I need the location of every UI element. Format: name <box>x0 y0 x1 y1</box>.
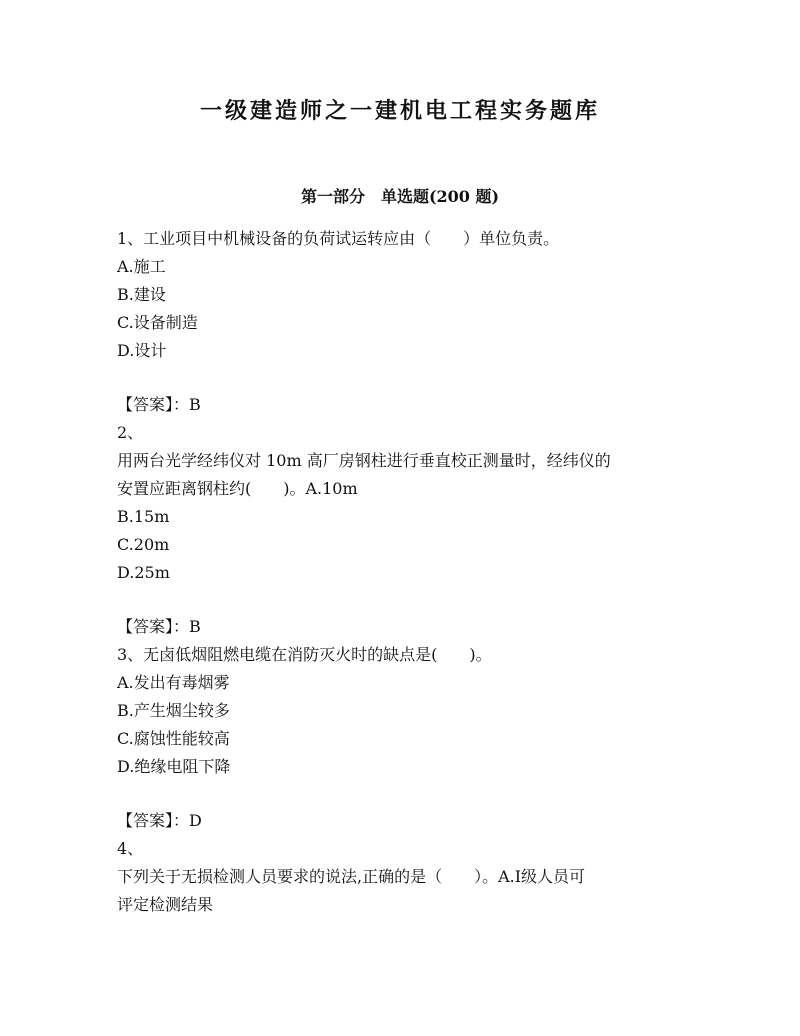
question-stem: 用两台光学经纬仪对 10m 高厂房钢柱进行垂直校正测量时，经纬仪的 <box>117 451 611 470</box>
section-heading: 第一部分 单选题(200 题) <box>300 187 500 206</box>
answer-text: 【答案】：D <box>117 811 202 830</box>
option-b: B.建设 <box>117 285 166 304</box>
question-stem: 安置应距离钢柱约( )。A.10m <box>117 479 358 498</box>
option-b: B.15m <box>117 507 170 526</box>
question-1 <box>117 225 697 419</box>
question-stem: 评定检测结果 <box>117 895 214 914</box>
option-c: C.腐蚀性能较高 <box>117 729 230 748</box>
question-stem: 下列关于无损检测人员要求的说法,正确的是（ ）。A.Ⅰ级人员可 <box>117 867 586 886</box>
document-title: 一级建造师之一建机电工程实务题库 <box>199 98 600 124</box>
question-stem: 1、工业项目中机械设备的负荷试运转应由（ ）单位负责。 <box>117 229 560 248</box>
option-b: B.产生烟尘较多 <box>117 701 230 720</box>
question-number: 2、 <box>117 423 144 442</box>
question-number: 4、 <box>117 839 144 858</box>
answer-text: 【答案】：B <box>117 617 201 636</box>
answer-text: 【答案】：B <box>117 395 201 414</box>
question-list <box>117 225 697 919</box>
option-c: C.设备制造 <box>117 313 198 332</box>
option-d: D.25m <box>117 563 170 582</box>
option-d: D.设计 <box>117 341 167 360</box>
question-3 <box>117 641 697 835</box>
question-4 <box>117 835 697 919</box>
question-stem: 3、无卤低烟阻燃电缆在消防灭火时的缺点是( )。 <box>117 645 492 664</box>
question-2 <box>117 419 697 641</box>
option-a: A.发出有毒烟雾 <box>117 673 230 692</box>
option-a: A.施工 <box>117 257 166 276</box>
option-d: D.绝缘电阻下降 <box>117 757 231 776</box>
option-c: C.20m <box>117 535 170 554</box>
